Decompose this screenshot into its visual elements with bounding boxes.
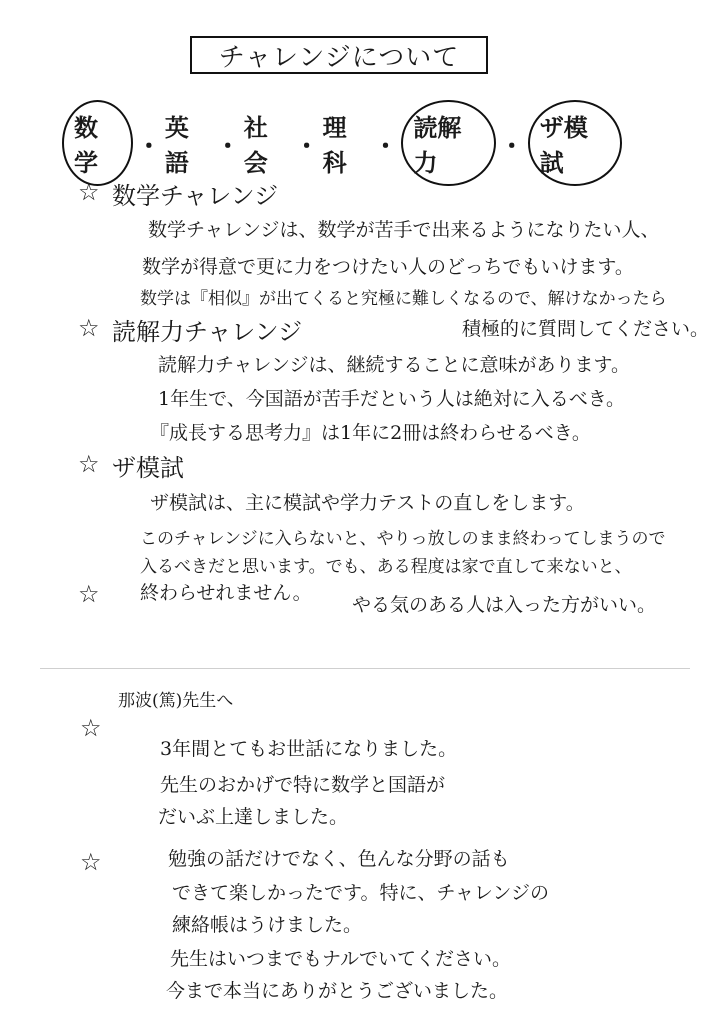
subject-separator: ・ [215, 131, 240, 160]
section-heading-math: 数学チャレンジ [112, 182, 279, 210]
letter-line: 先生のおかげで特に数学と国語が [160, 774, 446, 796]
subject-science: 理科 [322, 114, 347, 177]
subject-separator: ・ [373, 131, 398, 160]
letter-line: 今まで本当にありがとうございました。 [166, 980, 509, 1002]
subject-the-moshi: ザ模試 [528, 100, 622, 186]
page-title [190, 36, 488, 74]
subject-math: 数学 [62, 100, 133, 186]
section-line: 入るべきだと思います。でも、ある程度は家で直して来ないと、 [140, 557, 632, 577]
letter-line: 3年間とてもお世話になりました。 [160, 738, 458, 760]
section-line: 終わらせれません。 [140, 582, 312, 604]
section-line: 数学は『相似』が出てくると究極に難しくなるので、解けなかったら [140, 289, 667, 309]
section-heading-reading: 読解力チャレンジ [112, 318, 303, 346]
letter-line: 先生はいつまでもナルでいてください。 [170, 948, 512, 970]
section-line: 積極的に質問してください。 [462, 318, 710, 340]
star-icon: ☆ [78, 314, 100, 342]
letter-salutation: 那波(篤)先生へ [118, 691, 234, 711]
subject-separator: ・ [136, 131, 161, 160]
section-heading-the-moshi: ザ模試 [112, 454, 184, 482]
subject-separator: ・ [499, 131, 524, 160]
star-icon: ☆ [78, 178, 100, 206]
section-line: 1年生で、今国語が苦手だという人は絶対に入るべき。 [158, 388, 625, 410]
section-line: やる気のある人は入った方がいい。 [352, 594, 657, 616]
subject-social: 社会 [243, 114, 268, 177]
star-icon: ☆ [78, 580, 100, 608]
section-line: 数学チャレンジは、数学が苦手で出来るようになりたい人、 [148, 219, 660, 241]
letter-line: できて楽しかったです。特に、チャレンジの [172, 882, 549, 904]
subject-list [62, 114, 622, 177]
subject-reading: 読解力 [401, 100, 495, 186]
star-icon: ☆ [78, 450, 100, 478]
page-title-text: チャレンジについて [218, 42, 460, 73]
divider [40, 668, 690, 669]
letter-line: 練絡帳はうけました。 [172, 914, 363, 936]
section-line: 読解力チャレンジは、継続することに意味があります。 [158, 354, 630, 376]
letter-line: だいぶ上達しました。 [158, 806, 349, 828]
star-icon: ☆ [80, 714, 102, 742]
letter-line: 勉強の話だけでなく、色んな分野の話も [168, 848, 510, 870]
section-line: 『成長する思考力』は1年に2冊は終わらせるべき。 [150, 422, 591, 444]
section-line: このチャレンジに入らないと、やりっ放しのまま終わってしまうので [140, 529, 666, 549]
subject-separator: ・ [294, 131, 319, 160]
star-icon: ☆ [80, 848, 102, 876]
section-line: 数学が得意で更に力をつけたい人のどっちでもいけます。 [142, 256, 634, 278]
subject-english: 英語 [164, 114, 189, 177]
section-line: ザ模試は、主に模試や学力テストの直しをします。 [150, 492, 585, 514]
